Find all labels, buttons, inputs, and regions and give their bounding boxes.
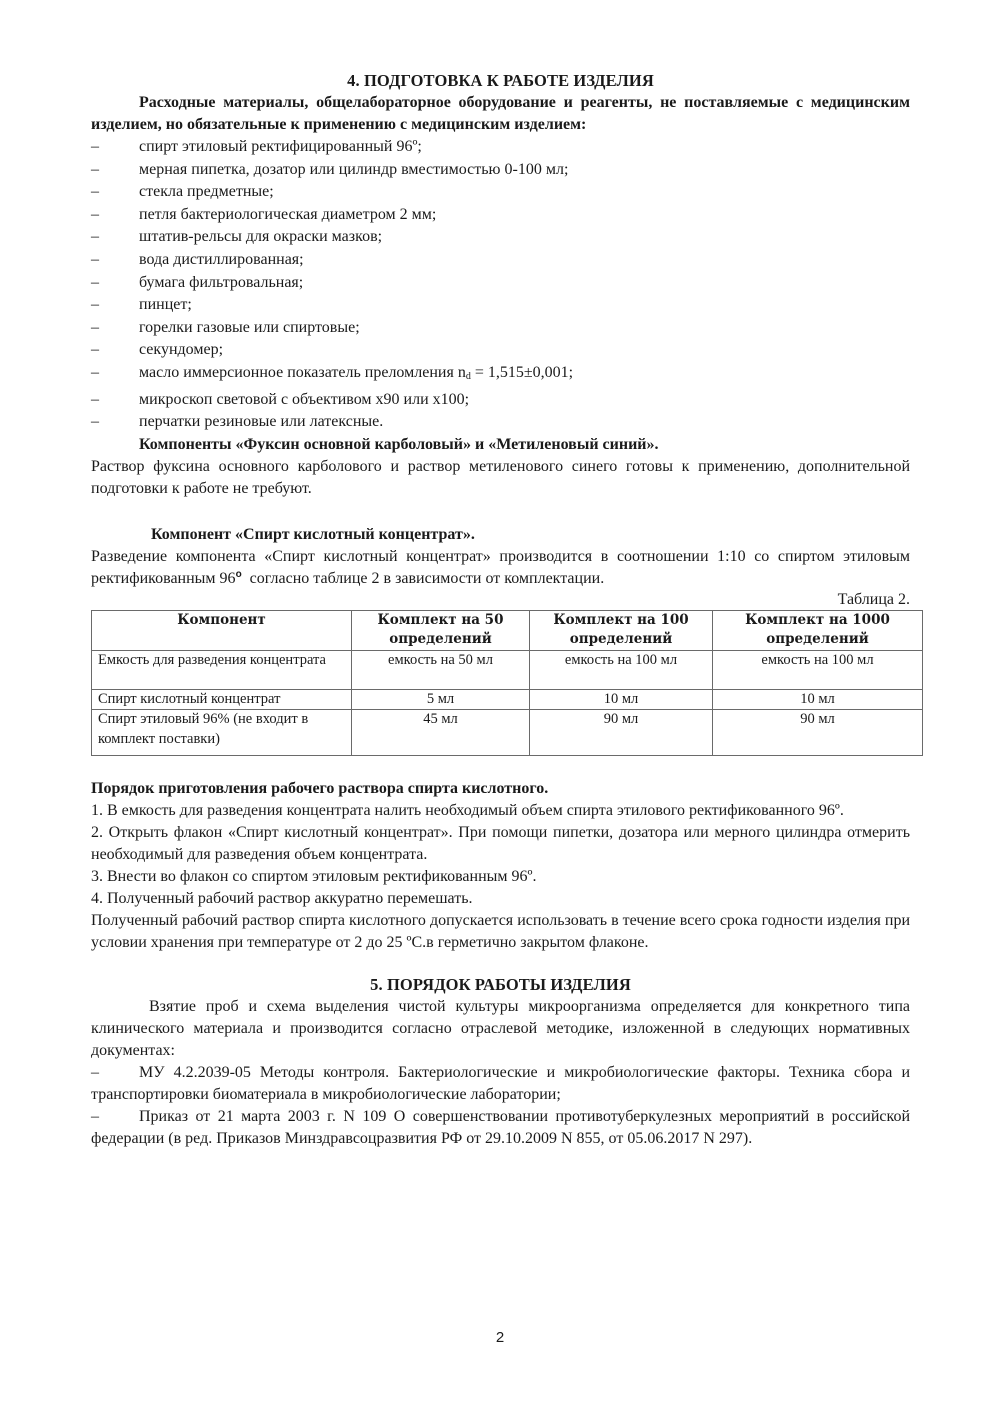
list-item: – штатив-рельсы для окраски мазков; <box>91 228 383 246</box>
table-cell: 45 мл <box>352 710 530 756</box>
table-header: Компонент <box>92 610 352 650</box>
list-item: – петля бактериологическая диаметром 2 мм; <box>91 205 437 223</box>
table-cell: 10 мл <box>530 689 713 710</box>
consumables-list <box>91 136 910 434</box>
list-item: – микроскоп световой с объективом х90 или х100; <box>91 390 470 408</box>
table-cell: 90 мл <box>530 710 713 756</box>
list-item: – мерная пипетка, дозатор или цилиндр вместимостью 0-100 мл; <box>91 160 569 178</box>
table-cell: 10 мл <box>713 689 923 710</box>
acid-text: Разведение компонента «Спирт кислотный концентрат» производится в соотношении 1:10 со спиртом этиловым ректификованным 96$^o$ согласно таблице 2 в зависимости от комплектации. <box>91 547 910 587</box>
table-cell: емкость на 50 мл <box>352 650 530 689</box>
consumables-heading: Расходные материалы, общелабораторное оборудование и реагенты, не поставляемые с медицинским изделием, но обязательные к применению с медицинским изделием: <box>91 94 910 133</box>
dilution-table <box>91 610 923 757</box>
table-caption: Таблица 2. <box>837 590 910 608</box>
acid-heading: Компонент «Спирт кислотный концентрат». <box>151 525 475 543</box>
procedure-step: 1. В емкость для разведения концентрата налить необходимый объем спирта этилового ректификованного 96º. <box>91 802 844 820</box>
list-item: – бумага фильтровальная; <box>91 273 304 291</box>
list-item: – горелки газовые или спиртовые; <box>91 318 360 336</box>
list-item: – пинцет; <box>91 296 192 314</box>
table-row <box>92 710 923 756</box>
list-item: – перчатки резиновые или латексные. <box>91 413 384 431</box>
table-header: Комплект на 100 определений <box>530 610 713 650</box>
table-cell: емкость на 100 мл <box>530 650 713 689</box>
table-row <box>92 650 923 689</box>
procedure-step: 2. Открыть флакон «Спирт кислотный концентрат». При помощи пипетки, дозатора или мерного цилиндра отмерить необходимый для разведения объем концентрата. <box>91 824 910 864</box>
list-item: – масло иммерсионное показатель преломления $n_d = 1,515\pm 0,001$; <box>91 363 574 382</box>
storage-note: Полученный рабочий раствор спирта кислотного допускается использовать в течение всего срока годности изделия при условии хранения при температуре от 2 до 25 ºС.в герметично закрытом флаконе. <box>91 912 910 952</box>
table-cell: 90 мл <box>713 710 923 756</box>
list-item: – стекла предметные; <box>91 183 274 201</box>
table-header-row <box>92 610 923 650</box>
table-cell: 5 мл <box>352 689 530 710</box>
section-5-title: 5. ПОРЯДОК РАБОТЫ ИЗДЕЛИЯ <box>370 975 631 995</box>
list-item: – вода дистиллированная; <box>91 250 304 268</box>
list-item: – спирт этиловый ректифицированный 96º; <box>91 138 422 155</box>
page-number: 2 <box>495 1329 505 1346</box>
document-page <box>91 70 910 1150</box>
components-text: Раствор фуксина основного карболового и раствор метиленового синего готовы к применению, дополнительной подготовки к работе не требуют. <box>91 457 910 497</box>
table-header: Комплект на 50 определений <box>352 610 530 650</box>
table-cell: Спирт кислотный концентрат <box>92 689 352 710</box>
normative-document: – Приказ от 21 марта 2003 г. N 109 О совершенствовании противотуберкулезных мероприятий в российской федерации (в ред. Приказов Минздравсоцразвития РФ от 29.10.2009 N 855, от 05.06.2017 N 297). <box>91 1108 910 1148</box>
table-row <box>92 689 923 710</box>
table-cell: емкость на 100 мл <box>713 650 923 689</box>
section-5-intro: Взятие проб и схема выделения чистой культуры микроорганизма определяется для конкретного типа клинического материала и производится согласно отраслевой методике, изложенной в следующих нормативных документах: <box>91 998 910 1060</box>
table-header: Комплект на 1000 определений <box>713 610 923 650</box>
normative-document: – МУ 4.2.2039-05 Методы контроля. Бактериологические и микробиологические факторы. Техника сбора и транспортировки биоматериала в микробиологические лаборатории; <box>91 1064 910 1104</box>
components-heading: Компоненты «Фуксин основной карболовый» и «Метиленовый синий». <box>139 435 659 453</box>
table-cell: Спирт этиловый 96% (не входит в комплект поставки) <box>92 710 352 756</box>
table-cell: Емкость для разведения концентрата <box>92 650 352 689</box>
section-4-title: 4. ПОДГОТОВКА К РАБОТЕ ИЗДЕЛИЯ <box>347 71 654 90</box>
procedure-heading: Порядок приготовления рабочего раствора спирта кислотного. <box>91 780 549 798</box>
procedure-step: 3. Внести во флакон со спиртом этиловым ректификованным 96º. <box>91 868 537 886</box>
procedure-step: 4. Полученный рабочий раствор аккуратно перемешать. <box>91 890 473 908</box>
list-item: – секундомер; <box>91 341 224 359</box>
